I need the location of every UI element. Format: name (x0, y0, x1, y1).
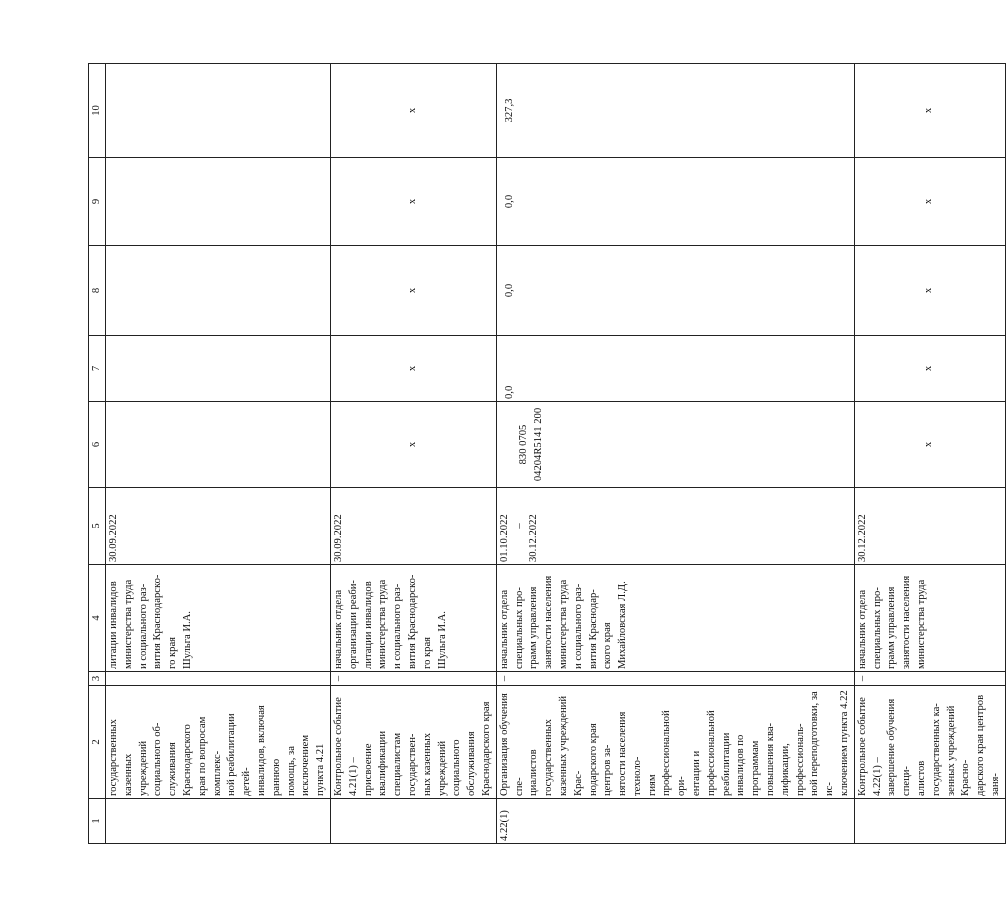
value-col9: x (854, 158, 1005, 246)
value-col10: 327,3 (496, 64, 854, 158)
responsible-person: начальник отдела организации реаби- литации инвалидов министерства труда и социального раз- вития Краснодарско- го края Шульга И.А. (330, 565, 496, 672)
value-col8: x (854, 246, 1005, 336)
item-description: Контрольное событие 4.22(1) – завершение обучения специ- алистов государственных ка- зенных учреждений Красно- дарского края центров заня- (854, 686, 1005, 799)
item-col3: – (330, 672, 496, 686)
column-number: 8 (89, 246, 106, 336)
column-number: 4 (89, 565, 106, 672)
column-number: 2 (89, 686, 106, 799)
value-col7: x (330, 336, 496, 402)
table-row (496, 64, 854, 844)
table-row (106, 64, 331, 844)
budget-code-line2: 04204R5141 200 (532, 407, 544, 482)
responsible-person: литации инвалидов министерства труда и социального раз- вития Краснодарско- го края Шульга И.А. (106, 565, 331, 672)
value-col7 (106, 336, 331, 402)
item-col3: – (854, 672, 1005, 686)
value-col7: x (854, 336, 1005, 402)
deadline-date: 30.12.2022 (854, 488, 1005, 565)
column-number: 5 (89, 488, 106, 565)
period-cell (496, 488, 854, 565)
table-row (330, 64, 496, 844)
rotated-table-sheet (88, 64, 1002, 844)
column-number: 10 (89, 64, 106, 158)
value-col10: x (330, 64, 496, 158)
value-col10: x (854, 64, 1005, 158)
budget-code-line1: 830 0705 (517, 424, 529, 465)
budget-code: x (330, 402, 496, 488)
column-number: 6 (89, 402, 106, 488)
column-number: 9 (89, 158, 106, 246)
budget-code (106, 402, 331, 488)
item-description: Контрольное событие 4.21(1) – присвоение квалификации специалистам государствен- ных казенных учреждений социального обслуживания Краснодарского края (330, 686, 496, 799)
deadline-date: 30.09.2022 (330, 488, 496, 565)
item-col3: – (496, 672, 854, 686)
column-number: 1 (89, 799, 106, 844)
responsible-person: начальник отдела специальных про- грамм управления занятости населения министерства труда (854, 565, 1005, 672)
value-col7: 0,0 (496, 336, 854, 402)
period-end-date: 30.12.2022 (528, 514, 540, 562)
table-row (854, 64, 1005, 844)
value-col8 (106, 246, 331, 336)
item-description: Организация обучения спе- циалистов государственных казенных учреждений Крас- нодарского края центров за- нятости населения техноло- гиям профессиональной ори- ентации и профессиональной реабилитации инвалидов по программам повышения ква- лификации, профессиональ- ной переподготовки, за ис- ключением пункта 4.22 (496, 686, 854, 799)
responsible-person: начальник отдела специальных про- грамм управления занятости населения министерства труда и социального раз- вития Краснодар- ского края Михайловская Л.Д. (496, 565, 854, 672)
item-number: 4.22(1) (496, 799, 854, 844)
item-description: государственных казенных учреждений социального об- служивания Краснодарского края по вопросам комплекс- ной реабилитации детей- инвалидов, включая раннюю помощь, за исключением пункта 4.21 (106, 686, 331, 799)
program-events-table (88, 63, 1006, 844)
period-dash: – (513, 523, 525, 529)
value-col9: x (330, 158, 496, 246)
item-col3 (106, 672, 331, 686)
value-col8: x (330, 246, 496, 336)
budget-code (496, 402, 854, 488)
value-col8: 0,0 (496, 246, 854, 336)
item-number (854, 799, 1005, 844)
budget-code: x (854, 402, 1005, 488)
column-number-row (89, 64, 106, 844)
period-start-date: 01.10.2022 (498, 514, 510, 562)
value-col10 (106, 64, 331, 158)
column-number: 3 (89, 672, 106, 686)
deadline-date: 30.09.2022 (106, 488, 331, 565)
column-number: 7 (89, 336, 106, 402)
value-col9: 0,0 (496, 158, 854, 246)
item-number (330, 799, 496, 844)
value-col9 (106, 158, 331, 246)
item-number (106, 799, 331, 844)
